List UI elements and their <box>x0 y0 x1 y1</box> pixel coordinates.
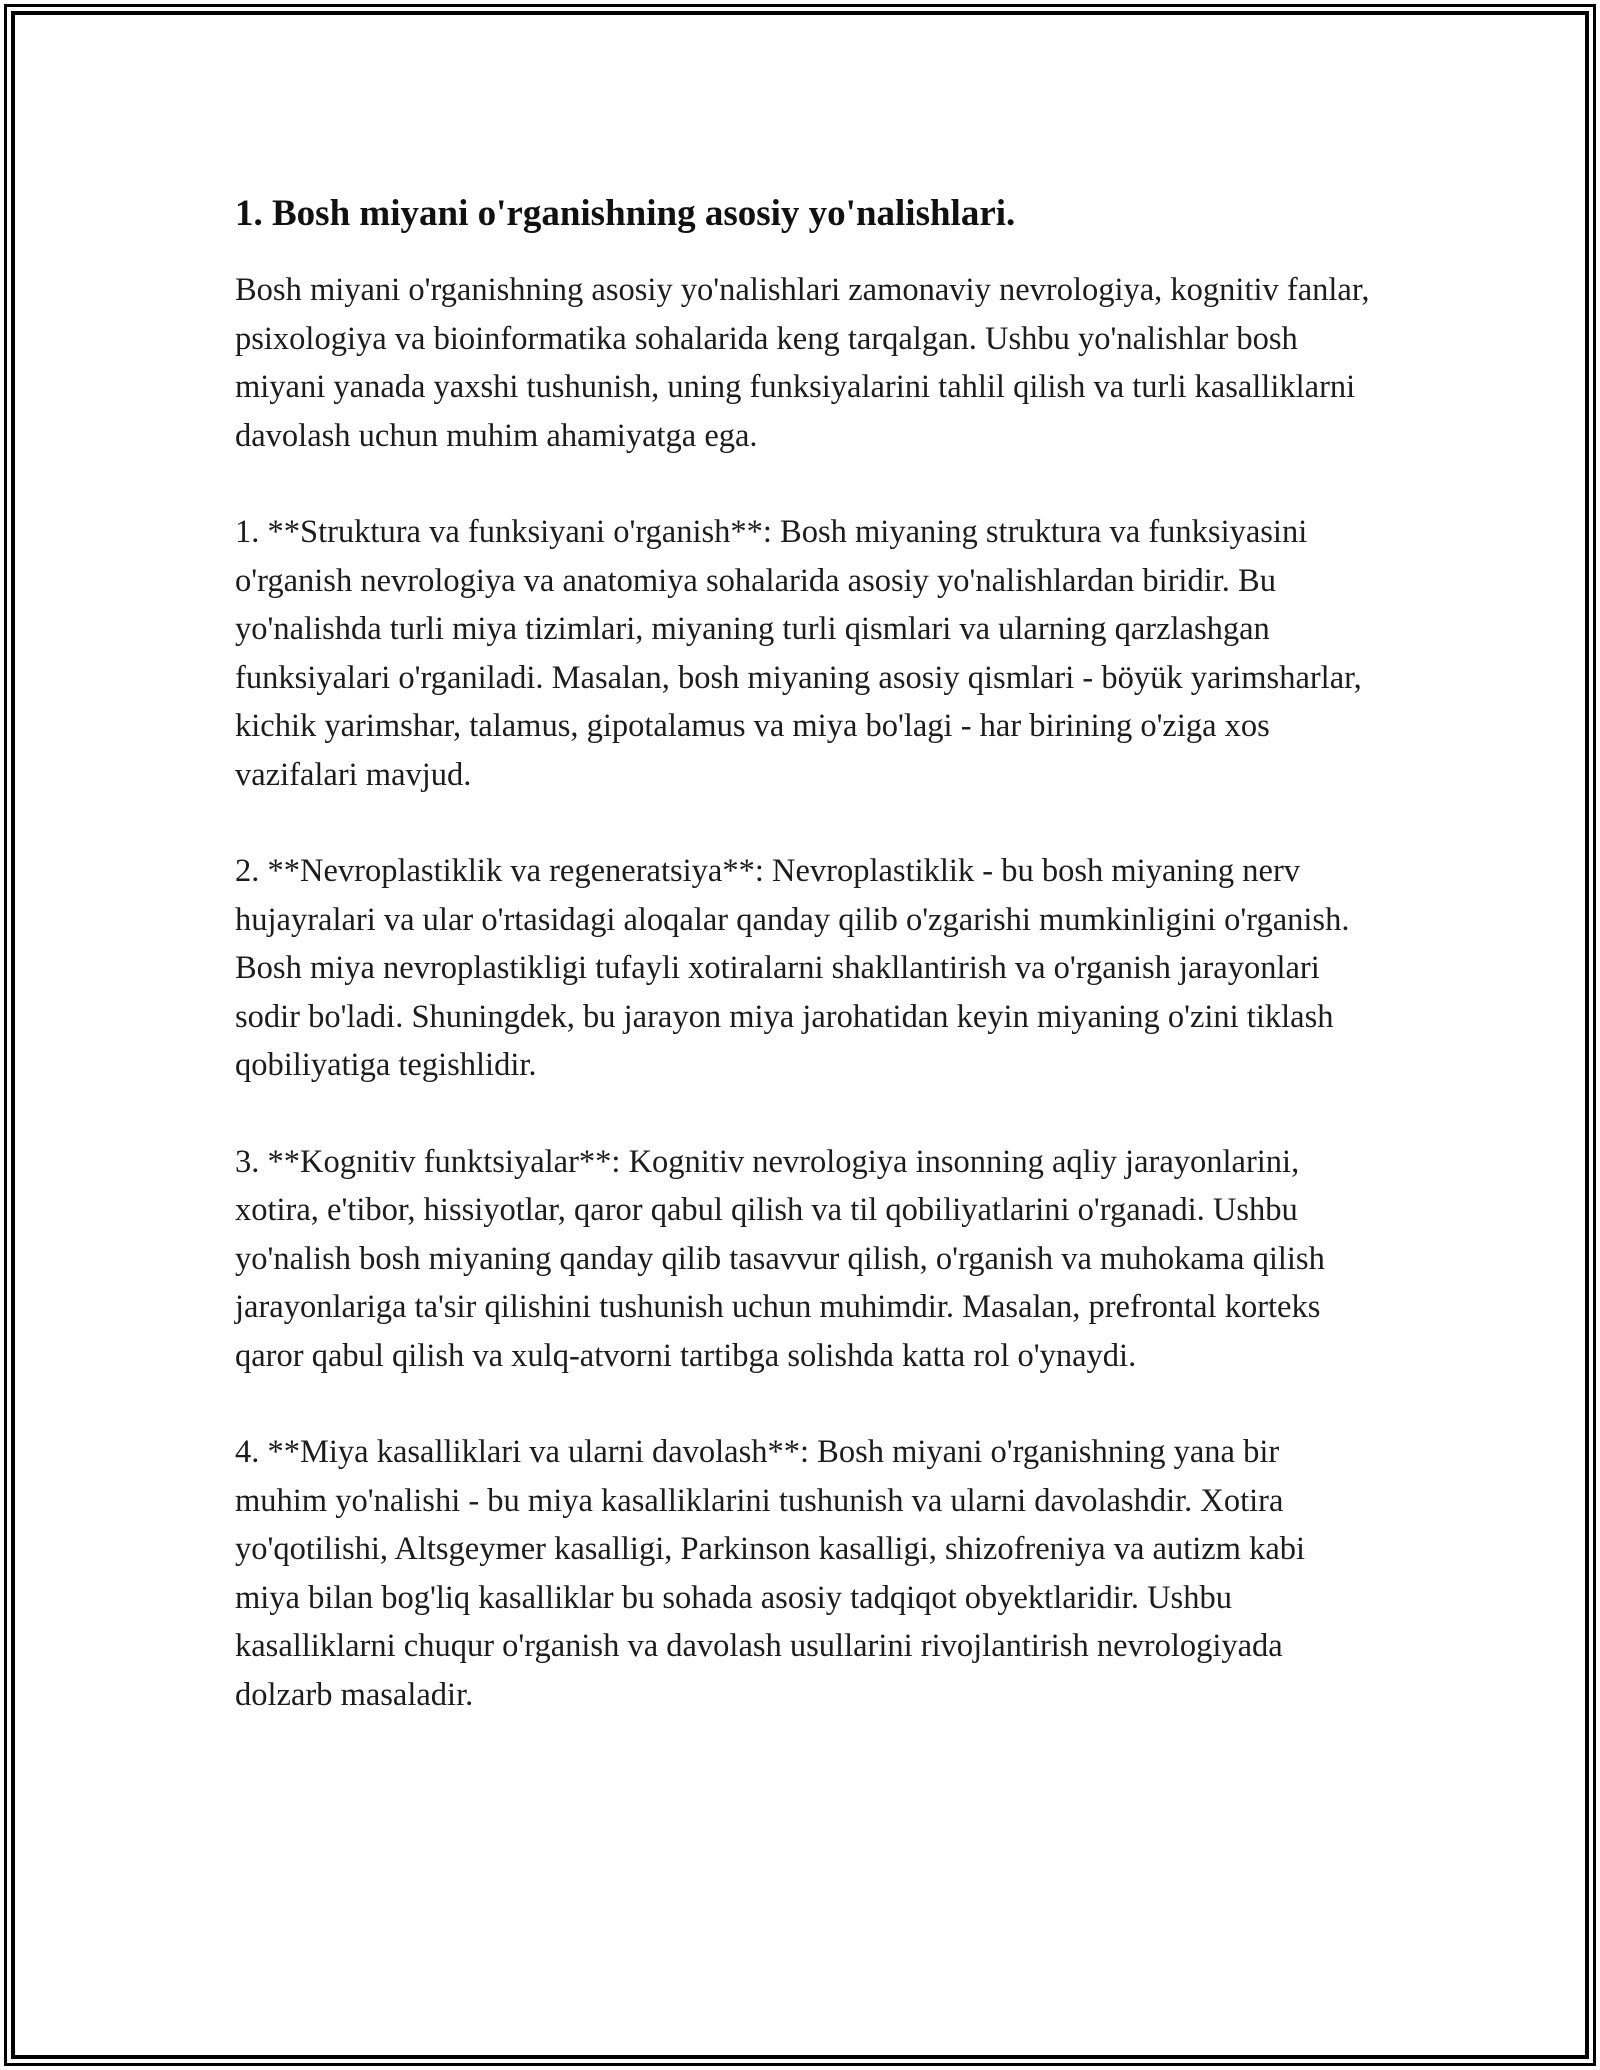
paragraph-brain-diseases: 4. **Miya kasalliklari va ularni davolash**: Bosh miyani o'rganishning yana bir muhim yo'nalishi - bu miya kasalliklarini tushunish va ularni davolashdir. Xotira yo'qotilishi, Altsgeymer kasalligi, Parkinson kasalligi, shizofreniya va autizm kabi miya bilan bog'liq kasalliklar bu sohada asosiy tadqiqot obyektlaridir. Ushbu kasalliklarni chuqur o'rganish va davolash usullarini rivojlantirish nevrologiyada dolzarb masaladir. <box>235 1434 1306 1713</box>
intro-paragraph: Bosh miyani o'rganishning asosiy yo'nalishlari zamonaviy nevrologiya, kognitiv fanlar, psixologiya va bioinformatika sohalarida keng tarqalgan. Ushbu yo'nalishlar bosh miyani yanada yaxshi tushunish, uning funksiyalarini tahlil qilish va turli kasalliklarni davolash uchun muhim ahamiyatga ega. <box>235 272 1370 454</box>
paragraph-neuroplasticity: 2. **Nevroplastiklik va regeneratsiya**: Nevroplastiklik - bu bosh miyaning nerv hujayralari va ular o'rtasidagi aloqalar qanday qilib o'zgarishi mumkinligini o'rganish. Bosh miya nevroplastikligi tufayli xotiralarni shakllantirish va o'rganish jarayonlari sodir bo'ladi. Shuningdek, bu jarayon miya jarohatidan keyin miyaning o'zini tiklash qobiliyatiga tegishlidir. <box>235 853 1350 1083</box>
paragraph-cognitive-functions: 3. **Kognitiv funktsiyalar**: Kognitiv nevrologiya insonning aqliy jarayonlarini, xotira, e'tibor, hissiyotlar, qaror qabul qilish va til qobiliyatlarini o'rganadi. Ushbu yo'nalish bosh miyaning qanday qilib tasavvur qilish, o'rganish va muhokama qilish jarayonlariga ta'sir qilishini tushunish uchun muhimdir. Masalan, prefrontal korteks qaror qabul qilish va xulq-atvorni tartibga solishda katta rol o'ynaydi. <box>235 1143 1325 1374</box>
paragraph-structure-function: 1. **Struktura va funksiyani o'rganish**: Bosh miyaning struktura va funksiyasini o'rganish nevrologiya va anatomiya sohalarida asosiy yo'nalishlardan biridir. Bu yo'nalishda turli miya tizimlari, miyaning turli qismlari va ularning qarzlashgan funksiyalari o'rganiladi. Masalan, bosh miyaning asosiy qismlari - böyük yarimsharlar, kichik yarimshar, talamus, gipotalamus va miya bo'lagi - har birining o'ziga xos vazifalari mavjud. <box>235 514 1362 793</box>
document-body <box>235 188 1370 1767</box>
document-title: 1. Bosh miyani o'rganishning asosiy yo'nalishlari. <box>235 193 1016 234</box>
